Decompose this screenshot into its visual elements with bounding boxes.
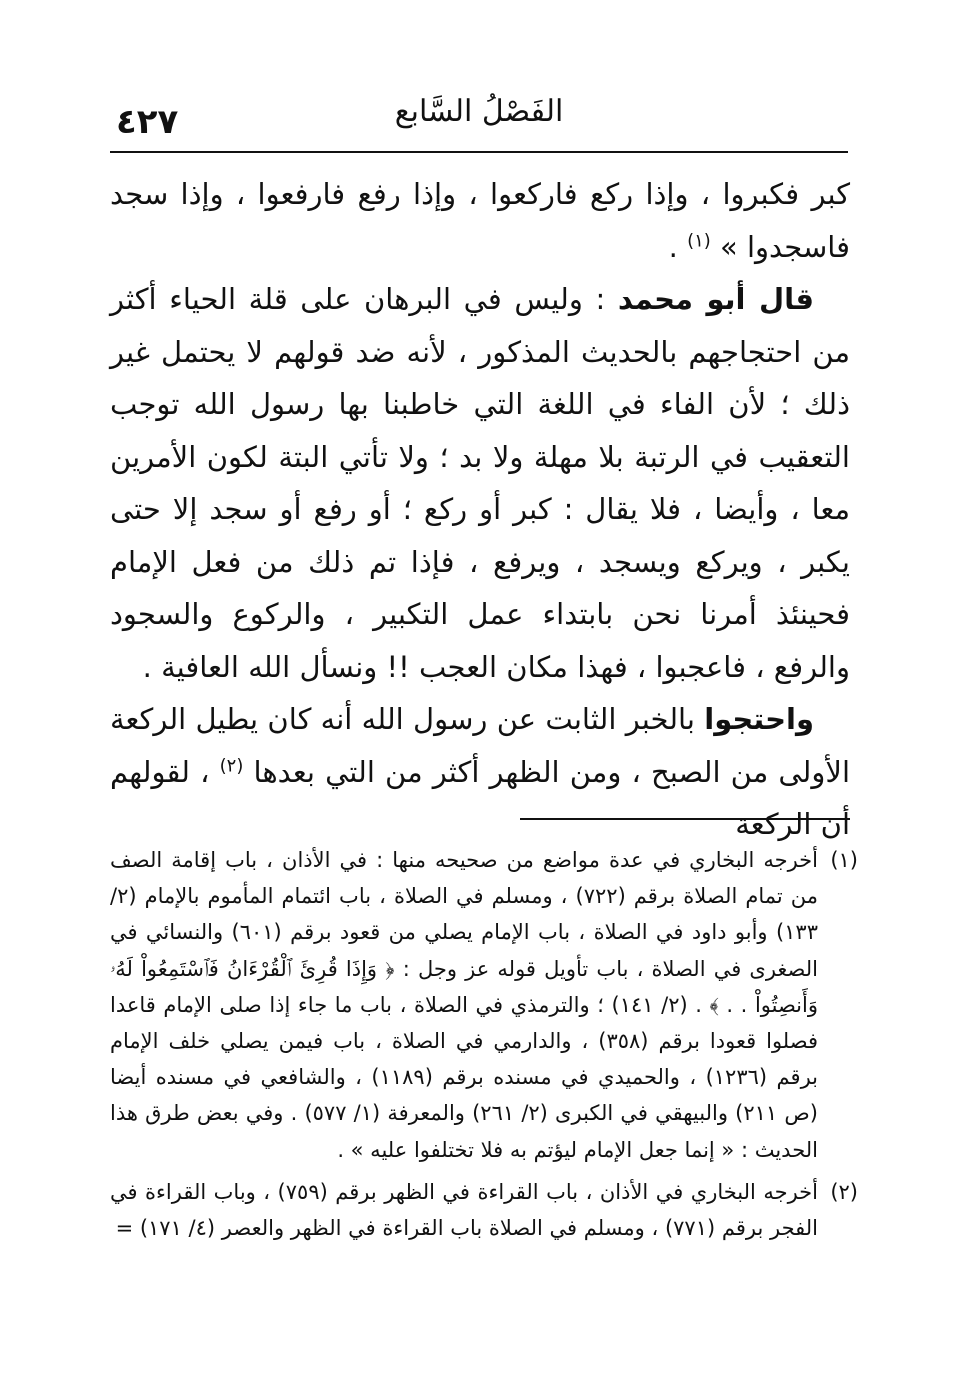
footnote xyxy=(110,1174,858,1246)
chapter-title: الفَصْلُ السَّابع xyxy=(394,94,564,129)
main-text xyxy=(110,168,850,851)
paragraph xyxy=(110,693,850,851)
speaker-label: واحتجوا xyxy=(704,702,814,736)
footnotes xyxy=(110,842,858,1252)
footnote-ref: (٢) xyxy=(219,754,244,776)
page-header xyxy=(110,88,848,148)
paragraph-text: بالخبر الثابت عن رسول الله أنه كان يطيل الركعة الأولى من الصبح ، ومن الظهر أكثر من التي بعدها xyxy=(110,702,850,789)
paragraph xyxy=(110,273,850,693)
footnote-number: (١) xyxy=(830,848,858,872)
footnote-number: (٢) xyxy=(830,1179,858,1204)
header-rule xyxy=(110,151,848,153)
paragraph-text: : وليس في البرهان على قلة الحياء أكثر من احتجاجهم بالحديث المذكور ، لأنه ضد قولهم لا يحتمل غير ذلك ؛ لأن الفاء في اللغة التي خاطبنا بها رسول الله توجب التعقيب في الرتبة بلا مهلة ولا بد ؛ ولا تأتي البتة لكون الأمرين معا ، وأيضا ، فلا يقال : كبر أو ركع ؛ أو رفع أو سجد إلا حتى يكبر ، ويركع ويسجد ، ويرفع ، فإذا تم ذلك من فعل الإمام فحينئذ أمرنا نحن بابتداء عمل التكبير ، والركوع والسجود والرفع ، فاعجبوا ، فهذا مكان العجب !! ونسأل الله العافية . xyxy=(110,282,850,684)
page-number: ٤٢٧ xyxy=(116,102,179,142)
footnote-ref: (١) xyxy=(687,229,711,251)
paragraph-text-after: ، لقولهم أن الركعة xyxy=(110,754,850,841)
speaker-label: قال أبو محمد xyxy=(617,282,814,316)
paragraph-text-after: . xyxy=(668,229,688,264)
footnote-rule xyxy=(520,818,850,820)
footnote xyxy=(110,842,858,1168)
footnote-text: أخرجه البخاري في الأذان ، باب القراءة في الظهر برقم (٧٥٩) ، وباب القراءة في الفجر برقم (٧٧١) ، ومسلم في الصلاة باب القراءة في الظهر والعصر (٤/ ١٧١) = xyxy=(110,1179,819,1241)
paragraph-text: كبر فكبروا ، وإذا ركع فاركعوا ، وإذا رفع فارفعوا ، وإذا سجد فاسجدوا » xyxy=(110,177,850,264)
paragraph xyxy=(110,168,850,273)
footnote-text: أخرجه البخاري في عدة مواضع من صحيحه منها : في الأذان ، باب إقامة الصف من تمام الصلاة برقم (٧٢٢) ، ومسلم في الصلاة ، باب ائتمام المأموم بالإمام (٢/ ١٣٣) وأبو داود في الصلاة ، باب الإمام يصلي من قعود برقم (٦٠١) والنسائي في الصغرى في الصلاة ، باب تأويل قوله عز وجل : ﴿ وَإِذَا قُرِئَ ٱلْقُرْءَانُ فَٱسْتَمِعُواْ لَهُۥ وَأَنصِتُواْ . . ﴾ . (٢/ ١٤١) ؛ والترمذي في الصلاة ، باب ما جاء إذا صلى الإمام قاعدا فصلوا قعودا برقم (٣٥٨) ، والدارمي في الصلاة ، باب فيمن يصلي خلف الإمام برقم (١٢٣٦) ، والحميدي في مسنده برقم (١١٨٩) ، والشافعي في مسنده أيضا (ص ٢١١) والبيهقي في الكبرى (٢/ ٢٦١) والمعرفة (١/ ٥٧٧) . وفي بعض طرق هذا الحديث : « إنما جعل الإمام ليؤتم به فلا تختلفوا عليه » . xyxy=(110,848,819,1162)
